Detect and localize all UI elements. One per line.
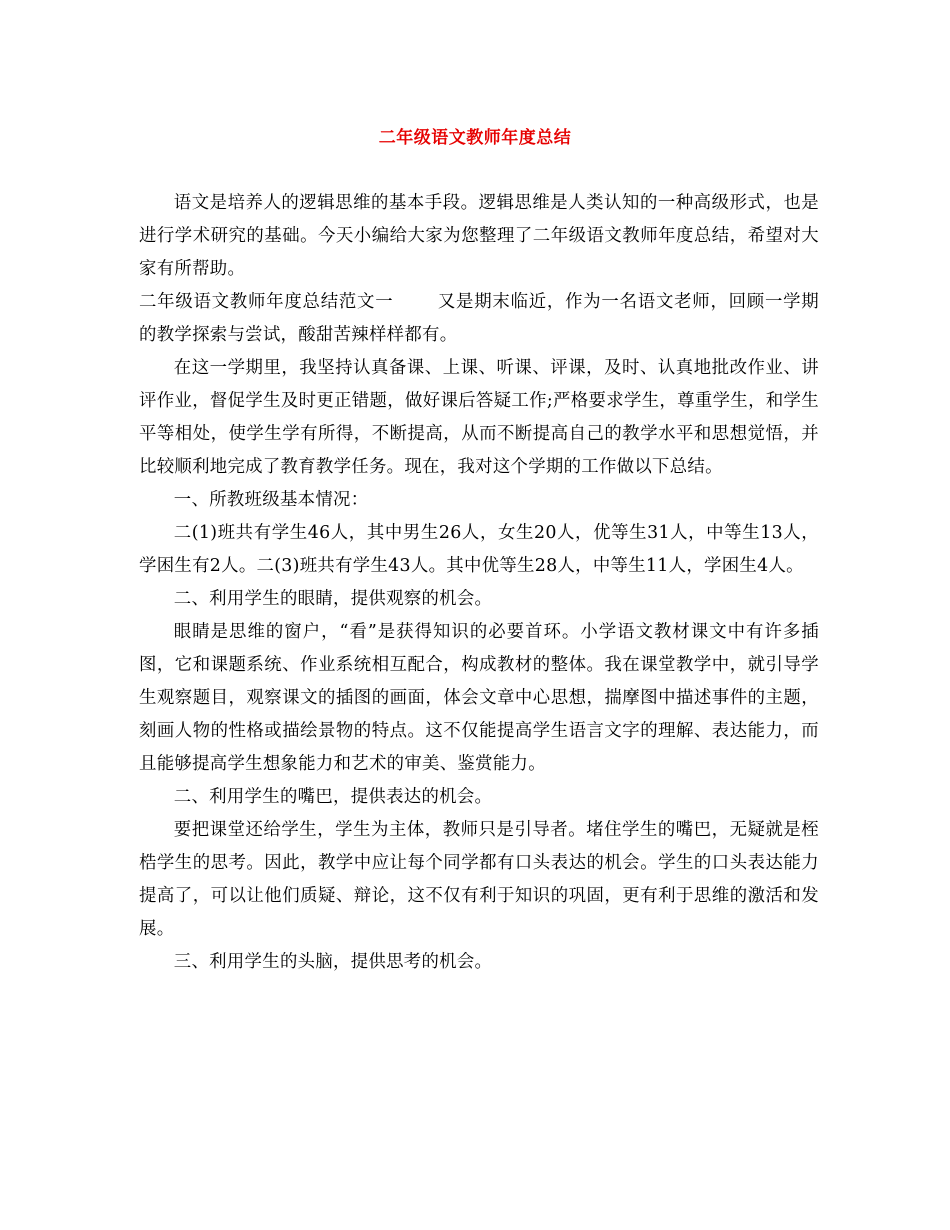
section-heading-class-info: 一、所教班级基本情况： [173, 490, 369, 510]
sample-opening: 又是期末临近，作为一名语文老师，回顾一学期的教学探索与尝试，酸甜苦辣样样都有。 [139, 292, 819, 345]
section-heading-eyes: 二、利用学生的眼睛，提供观察的机会。 [173, 589, 493, 609]
mouth-paragraph: 要把课堂还给学生，学生为主体，教师只是引导者。堵住学生的嘴巴，无疑就是桎梏学生的思考。因此，教学中应让每个同学都有口头表达的机会。学生的口头表达能力提高了，可以让他们质疑、辩论，这不仅有利于知识的巩固，更有利于思维的激活和发展。 [139, 820, 819, 939]
sample-paragraph [139, 286, 819, 352]
overview-paragraph: 在这一学期里，我坚持认真备课、上课、听课、评课，及时、认真地批改作业、讲评作业，督促学生及时更正错题，做好课后答疑工作;严格要求学生，尊重学生，和学生平等相处，使学生学有所得，不断提高，从而不断提高自己的教学水平和思想觉悟，并比较顺利地完成了教育教学任务。现在，我对这个学期的工作做以下总结。 [139, 358, 819, 477]
eyes-paragraph: 眼睛是思维的窗户，“看”是获得知识的必要首环。小学语文教材课文中有许多插图，它和课题系统、作业系统相互配合，构成教材的整体。我在课堂教学中，就引导学生观察题目，观察课文的插图的画面，体会文章中心思想，揣摩图中描述事件的主题，刻画人物的性格或描绘景物的特点。这不仅能提高学生语言文字的理解、表达能力，而且能够提高学生想象能力和艺术的审美、鉴赏能力。 [139, 622, 819, 774]
sample-heading: 二年级语文教师年度总结范文一 [139, 292, 394, 312]
document-body [139, 187, 819, 979]
class-info-paragraph: 二(1)班共有学生46人，其中男生26人，女生20人，优等生31人，中等生13人，学困生有2人。二(3)班共有学生43人。其中优等生28人，中等生11人，学困生4人。 [139, 523, 819, 576]
intro-paragraph: 语文是培养人的逻辑思维的基本手段。逻辑思维是人类认知的一种高级形式，也是进行学术研究的基础。今天小编给大家为您整理了二年级语文教师年度总结，希望对大家有所帮助。 [139, 193, 819, 279]
section-heading-brain: 三、利用学生的头脑，提供思考的机会。 [173, 952, 493, 972]
document-title: 二年级语文教师年度总结 [378, 128, 572, 148]
section-heading-mouth: 二、利用学生的嘴巴，提供表达的机会。 [173, 787, 493, 807]
